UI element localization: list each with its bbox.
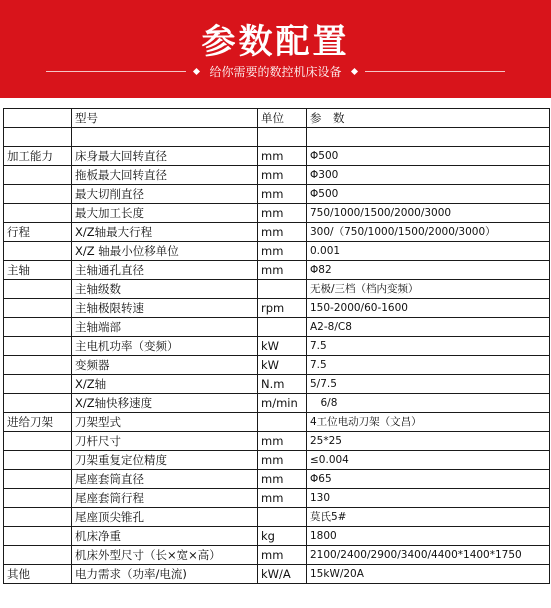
cell-unit: mm — [258, 147, 307, 166]
cell-item: 主轴极限转速 — [72, 299, 258, 318]
cell-unit: kg — [258, 527, 307, 546]
table-row — [4, 489, 550, 508]
table-row — [4, 280, 550, 299]
table-row — [4, 451, 550, 470]
cell-item: X/Z轴最大行程 — [72, 223, 258, 242]
cell-unit: kW — [258, 337, 307, 356]
table-row — [4, 204, 550, 223]
table-row — [4, 223, 550, 242]
cell-unit: N.m — [258, 375, 307, 394]
cell-item: X/Z 轴最小位移单位 — [72, 242, 258, 261]
diamond-icon — [193, 67, 200, 74]
spec-table-body — [4, 109, 550, 584]
cell-category — [4, 204, 72, 223]
cell-category — [4, 128, 72, 147]
cell-value: A2-8/C8 — [307, 318, 550, 337]
cell-item: X/Z轴快移速度 — [72, 394, 258, 413]
cell-category — [4, 451, 72, 470]
cell-value: Φ500 — [307, 147, 550, 166]
cell-value: 130 — [307, 489, 550, 508]
table-row — [4, 432, 550, 451]
cell-category — [4, 318, 72, 337]
cell-item: 机床外型尺寸（长×宽×高） — [72, 546, 258, 565]
cell-category: 其他 — [4, 565, 72, 584]
table-row — [4, 413, 550, 432]
page-title: 参数配置 — [201, 22, 350, 62]
cell-item: 变频器 — [72, 356, 258, 375]
table-row — [4, 166, 550, 185]
table-header-row — [4, 109, 550, 128]
cell-unit — [258, 508, 307, 527]
cell-unit: mm — [258, 261, 307, 280]
cell-category: 进给刀架 — [4, 413, 72, 432]
cell-item: 床身最大回转直径 — [72, 147, 258, 166]
cell-unit — [258, 128, 307, 147]
cell-category — [4, 394, 72, 413]
cell-category — [4, 470, 72, 489]
cell-category — [4, 185, 72, 204]
cell-category: 主轴 — [4, 261, 72, 280]
header-category — [4, 109, 72, 128]
table-row — [4, 128, 550, 147]
cell-category — [4, 280, 72, 299]
cell-unit: mm — [258, 470, 307, 489]
table-row — [4, 394, 550, 413]
cell-category — [4, 337, 72, 356]
subtitle-row — [0, 62, 551, 80]
cell-category — [4, 508, 72, 527]
cell-unit: mm — [258, 451, 307, 470]
cell-value: 7.5 — [307, 337, 550, 356]
cell-value: Φ300 — [307, 166, 550, 185]
cell-unit: mm — [258, 204, 307, 223]
cell-category — [4, 356, 72, 375]
cell-item: 主电机功率（变频） — [72, 337, 258, 356]
cell-category — [4, 242, 72, 261]
cell-value: 无极/三档（档内变频） — [307, 280, 550, 299]
cell-value: 2100/2400/2900/3400/4400*1400*1750 — [307, 546, 550, 565]
cell-unit — [258, 318, 307, 337]
cell-value: 4工位电动刀架（文昌） — [307, 413, 550, 432]
cell-category: 加工能力 — [4, 147, 72, 166]
cell-unit: mm — [258, 546, 307, 565]
table-row — [4, 242, 550, 261]
cell-unit: rpm — [258, 299, 307, 318]
cell-item: 机床净重 — [72, 527, 258, 546]
cell-item: 最大加工长度 — [72, 204, 258, 223]
table-row — [4, 299, 550, 318]
cell-item: 尾座套筒行程 — [72, 489, 258, 508]
cell-value: 15kW/20A — [307, 565, 550, 584]
cell-category: 行程 — [4, 223, 72, 242]
cell-item: 尾座顶尖锥孔 — [72, 508, 258, 527]
cell-category — [4, 299, 72, 318]
spec-table — [3, 108, 550, 584]
cell-category — [4, 489, 72, 508]
table-row — [4, 147, 550, 166]
table-row — [4, 508, 550, 527]
table-row — [4, 546, 550, 565]
cell-item: 刀架型式 — [72, 413, 258, 432]
divider-line-left — [46, 71, 186, 72]
table-row — [4, 375, 550, 394]
cell-item: 主轴端部 — [72, 318, 258, 337]
cell-item: 刀杆尺寸 — [72, 432, 258, 451]
table-row — [4, 527, 550, 546]
cell-value: Φ82 — [307, 261, 550, 280]
cell-value: 6/8 — [307, 394, 550, 413]
cell-value — [307, 128, 550, 147]
cell-value: ≤0.004 — [307, 451, 550, 470]
cell-value: 莫氏5# — [307, 508, 550, 527]
cell-item: 拖板最大回转直径 — [72, 166, 258, 185]
cell-unit: mm — [258, 223, 307, 242]
header-value: 参 数 — [307, 109, 550, 128]
cell-category — [4, 166, 72, 185]
cell-item: 主轴通孔直径 — [72, 261, 258, 280]
cell-item: 电力需求（功率/电流) — [72, 565, 258, 584]
cell-unit — [258, 280, 307, 299]
cell-item: 尾座套筒直径 — [72, 470, 258, 489]
cell-category — [4, 527, 72, 546]
cell-unit: m/min — [258, 394, 307, 413]
cell-value: 150-2000/60-1600 — [307, 299, 550, 318]
cell-item — [72, 128, 258, 147]
header-unit: 单位 — [258, 109, 307, 128]
cell-unit: mm — [258, 166, 307, 185]
cell-category — [4, 432, 72, 451]
cell-unit: mm — [258, 489, 307, 508]
cell-value: 25*25 — [307, 432, 550, 451]
cell-value: 1800 — [307, 527, 550, 546]
table-row — [4, 565, 550, 584]
page-subtitle: 给你需要的数控机床设备 — [209, 64, 342, 79]
cell-value: 0.001 — [307, 242, 550, 261]
table-row — [4, 185, 550, 204]
cell-item: 最大切削直径 — [72, 185, 258, 204]
cell-unit — [258, 413, 307, 432]
cell-item: 刀架重复定位精度 — [72, 451, 258, 470]
cell-value: Φ65 — [307, 470, 550, 489]
diamond-icon — [350, 67, 357, 74]
header-banner — [0, 0, 551, 98]
cell-value: 300/（750/1000/1500/2000/3000） — [307, 223, 550, 242]
table-row — [4, 261, 550, 280]
cell-unit: kW — [258, 356, 307, 375]
header-item: 型号 — [72, 109, 258, 128]
cell-value: 5/7.5 — [307, 375, 550, 394]
table-row — [4, 337, 550, 356]
cell-value: Φ500 — [307, 185, 550, 204]
cell-item: X/Z轴 — [72, 375, 258, 394]
cell-unit: mm — [258, 185, 307, 204]
table-row — [4, 470, 550, 489]
table-row — [4, 318, 550, 337]
cell-unit: kW/A — [258, 565, 307, 584]
cell-value: 750/1000/1500/2000/3000 — [307, 204, 550, 223]
cell-unit: mm — [258, 242, 307, 261]
table-row — [4, 356, 550, 375]
cell-category — [4, 546, 72, 565]
cell-category — [4, 375, 72, 394]
cell-value: 7.5 — [307, 356, 550, 375]
cell-unit: mm — [258, 432, 307, 451]
cell-item: 主轴级数 — [72, 280, 258, 299]
divider-line-right — [365, 71, 505, 72]
